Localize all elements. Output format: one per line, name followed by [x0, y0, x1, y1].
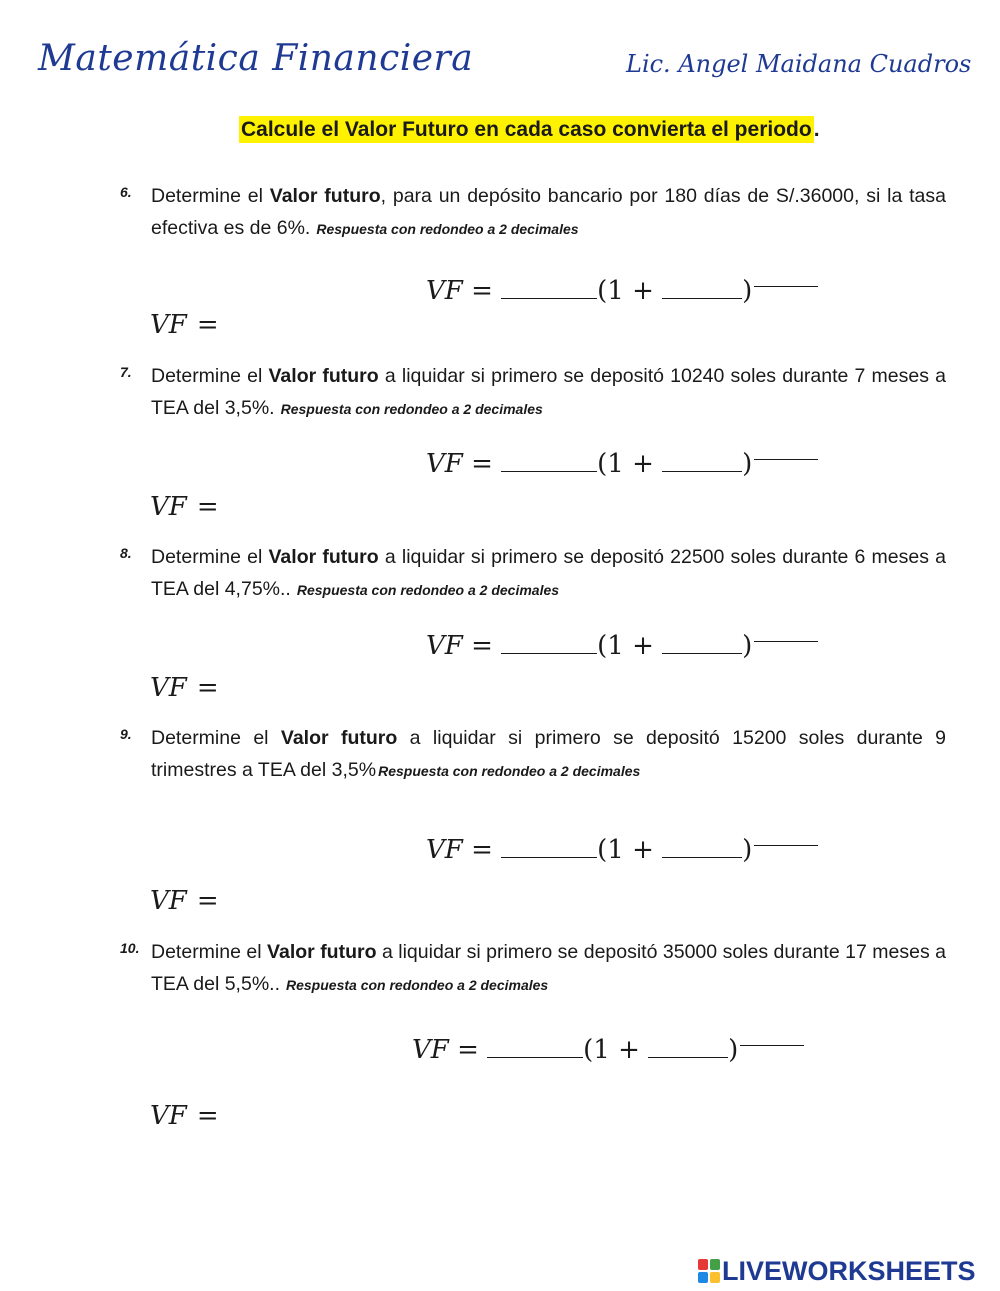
problem-bold: Valor futuro [280, 727, 398, 749]
rate-blank[interactable] [648, 1037, 728, 1058]
formula-equals: = [471, 835, 493, 865]
answer-9 [150, 886, 219, 916]
answer-8 [150, 673, 219, 703]
answer-lhs: VF [150, 492, 187, 522]
problem-rest: a liquidar si primero se depositó 15200 soles durante 9 trimestres a TEA del 3,5% [151, 727, 947, 781]
problem-number: 10. [120, 940, 140, 956]
rate-blank[interactable] [662, 633, 742, 654]
answer-lhs: VF [150, 310, 187, 340]
formula-10 [412, 1035, 804, 1075]
logo-square-icon [698, 1259, 708, 1270]
footer-brand [698, 1256, 976, 1286]
problem-note: Respuesta con redondeo a 2 decimales [280, 401, 543, 417]
problem-6 [120, 180, 946, 245]
answer-equals: = [196, 492, 219, 522]
logo-square-icon [698, 1272, 708, 1283]
problem-intro: Determine el [151, 365, 263, 387]
formula-open: (1 + [597, 835, 654, 865]
rate-blank[interactable] [662, 837, 742, 858]
formula-lhs: VF [426, 276, 463, 306]
logo-square-icon [710, 1272, 720, 1283]
formula-close: ) [742, 835, 753, 865]
formula-9 [426, 835, 818, 875]
formula-open: (1 + [597, 276, 654, 306]
problem-bold: Valor futuro [268, 546, 379, 568]
formula-equals: = [471, 449, 493, 479]
formula-lhs: VF [426, 449, 463, 479]
problem-intro: Determine el [151, 185, 263, 207]
rate-blank[interactable] [662, 451, 742, 472]
problem-text [151, 936, 946, 1001]
formula-close: ) [742, 276, 753, 306]
instruction [239, 118, 820, 142]
formula-equals: = [471, 276, 493, 306]
problem-bold: Valor futuro [268, 365, 379, 387]
problem-note: Respuesta con redondeo a 2 decimales [378, 763, 641, 779]
answer-10 [150, 1101, 219, 1131]
problem-text [151, 722, 946, 787]
exponent-fraction-blank[interactable] [754, 641, 818, 642]
formula-6 [426, 276, 818, 316]
exponent-fraction-blank[interactable] [754, 459, 818, 460]
problem-number: 8. [120, 545, 132, 561]
problem-number: 6. [120, 184, 132, 200]
formula-lhs: VF [412, 1035, 449, 1065]
formula-equals: = [471, 631, 493, 661]
brand-text: LIVEWORKSHEETS [722, 1255, 976, 1286]
formula-7 [426, 449, 818, 489]
principal-blank[interactable] [501, 837, 597, 858]
formula-lhs: VF [426, 631, 463, 661]
answer-equals: = [196, 886, 219, 916]
answer-lhs: VF [150, 886, 187, 916]
problem-intro: Determine el [151, 941, 262, 963]
problem-note: Respuesta con redondeo a 2 decimales [286, 977, 549, 993]
formula-lhs: VF [426, 835, 463, 865]
problem-text [151, 541, 946, 606]
formula-close: ) [728, 1035, 739, 1065]
formula-close: ) [742, 631, 753, 661]
logo-square-icon [710, 1259, 720, 1270]
problem-bold: Valor futuro [267, 941, 377, 963]
formula-open: (1 + [597, 449, 654, 479]
principal-blank[interactable] [501, 278, 597, 299]
problem-9 [120, 722, 946, 787]
instruction-period: . [813, 118, 820, 141]
header-author: Lic. Angel Maidana Cuadros [626, 50, 972, 78]
problem-text [151, 180, 946, 245]
answer-6 [150, 310, 219, 340]
problem-7 [120, 360, 946, 425]
principal-blank[interactable] [501, 633, 597, 654]
problem-note: Respuesta con redondeo a 2 decimales [296, 582, 560, 598]
answer-7 [150, 492, 219, 522]
formula-open: (1 + [583, 1035, 640, 1065]
liveworksheets-logo-icon [698, 1259, 720, 1283]
problem-rest: a liquidar si primero se depositó 35000 soles durante 17 meses a TEA del 5,5%.. [151, 941, 947, 995]
problem-rest: a liquidar si primero se depositó 10240 soles durante 7 meses a TEA del 3,5%. [151, 365, 947, 419]
problem-intro: Determine el [151, 727, 269, 749]
answer-equals: = [196, 310, 219, 340]
problem-number: 7. [120, 364, 132, 380]
exponent-fraction-blank[interactable] [754, 845, 818, 846]
problem-intro: Determine el [151, 546, 263, 568]
instruction-highlight: Calcule el Valor Futuro en cada caso convierta el periodo [241, 118, 812, 141]
principal-blank[interactable] [487, 1037, 583, 1058]
formula-equals: = [457, 1035, 479, 1065]
problem-number: 9. [120, 726, 132, 742]
problem-note: Respuesta con redondeo a 2 decimales [316, 221, 579, 237]
formula-close: ) [742, 449, 753, 479]
problem-8 [120, 541, 946, 606]
problem-text [151, 360, 946, 425]
problem-bold: Valor futuro [269, 185, 381, 207]
exponent-fraction-blank[interactable] [740, 1045, 804, 1046]
header-title: Matemática Financiera [38, 38, 474, 79]
formula-open: (1 + [597, 631, 654, 661]
formula-8 [426, 631, 818, 671]
problem-rest: , para un depósito bancario por 180 días de S/.36000, si la tasa efectiva es de 6%. [151, 185, 947, 239]
principal-blank[interactable] [501, 451, 597, 472]
answer-equals: = [196, 1101, 219, 1131]
answer-equals: = [196, 673, 219, 703]
rate-blank[interactable] [662, 278, 742, 299]
answer-lhs: VF [150, 1101, 187, 1131]
problem-rest: a liquidar si primero se depositó 22500 soles durante 6 meses a TEA del 4,75%.. [151, 546, 947, 600]
problem-10 [120, 936, 946, 1001]
exponent-fraction-blank[interactable] [754, 286, 818, 287]
answer-lhs: VF [150, 673, 187, 703]
